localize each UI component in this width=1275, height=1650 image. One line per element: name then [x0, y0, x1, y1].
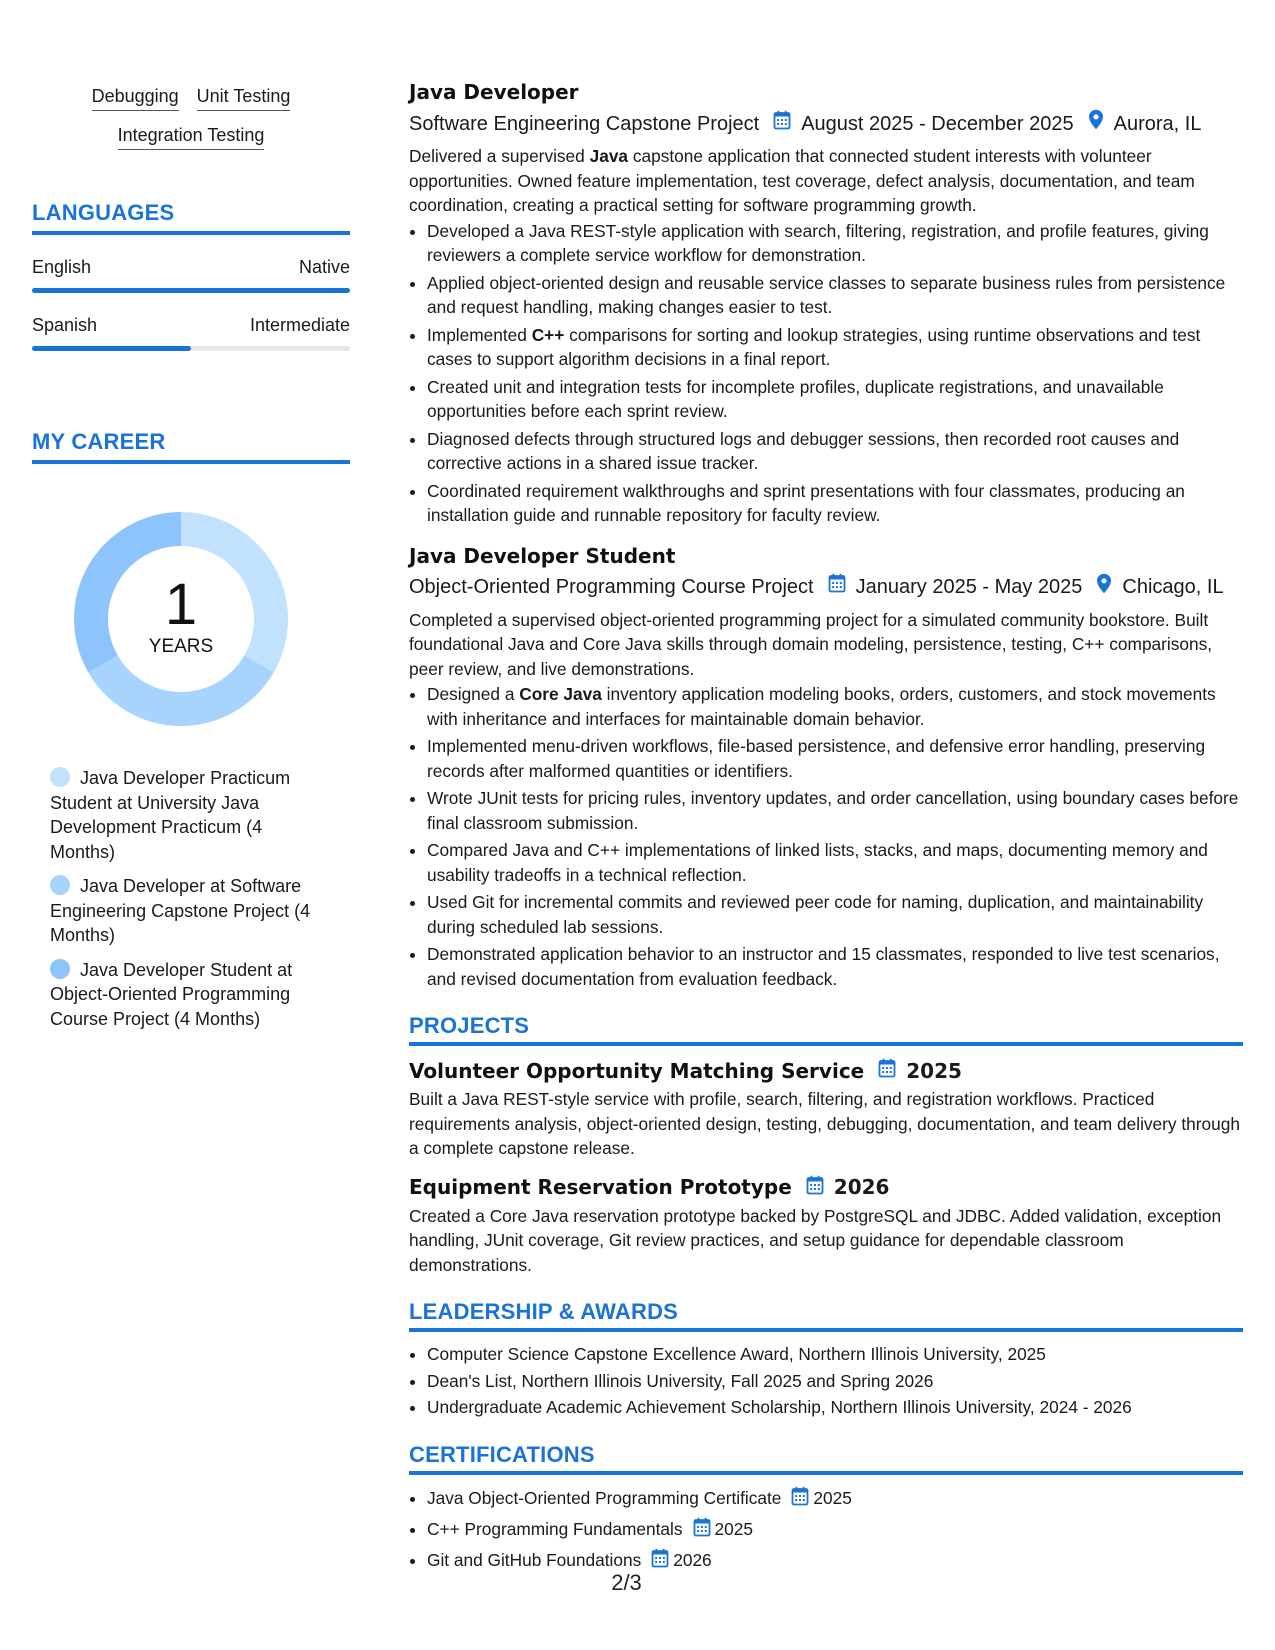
calendar-icon	[878, 1058, 896, 1083]
legend-dot-icon	[50, 767, 70, 787]
calendar-icon	[693, 1517, 711, 1545]
job-title: Java Developer	[409, 80, 579, 104]
job-bullet: • Diagnosed defects through structured logs and debugger sessions, then recorded root causes and corrective actions in a shared issue tracker.	[427, 427, 1243, 476]
job-location: Chicago, IL	[1122, 576, 1224, 598]
leadership-item: • Dean's List, Northern Illinois University, Fall 2025 and Spring 2026	[427, 1369, 1243, 1394]
job-bullet: • Demonstrated application behavior to an instructor and 15 classmates, responded to live test scenarios, and revised documentation from evaluation feedback.	[427, 942, 1243, 991]
projects-heading: PROJECTS	[409, 1013, 1243, 1046]
job-dates: January 2025 - May 2025	[855, 576, 1083, 598]
legend-dot-icon	[50, 959, 70, 979]
project-description: Built a Java REST-style service with profile, search, filtering, and registration workflows. Practiced requirements analysis, object-oriented design, testing, debugging, documentation, and team delivery through a complete capstone release.	[409, 1089, 1240, 1158]
certifications-heading: CERTIFICATIONS	[409, 1442, 1243, 1475]
experience-entry	[409, 542, 1243, 992]
leadership-list	[409, 1342, 1243, 1420]
project-title: Volunteer Opportunity Matching Service	[409, 1058, 865, 1083]
career-legend-item: Java Developer Practicum Student at University Java Development Practicum (4 Months)	[50, 768, 291, 862]
legend-dot-icon	[50, 875, 70, 895]
certification-item: • Git and GitHub Foundations 2026	[427, 1547, 1243, 1576]
skill-tag: Unit Testing	[197, 86, 291, 111]
language-name: English	[32, 257, 92, 277]
job-organization: Software Engineering Capstone Project	[409, 112, 760, 135]
career-total-number: 1	[164, 572, 198, 637]
job-bullet: • Created unit and integration tests for incomplete profiles, duplicate registrations, and unavailable opportunities before each sprint review.	[427, 375, 1243, 424]
skill-tag: Integration Testing	[118, 125, 265, 150]
language-proficiency-bar	[32, 288, 350, 293]
leadership-item: • Undergraduate Academic Achievement Scholarship, Northern Illinois University, 2024 - 2026	[427, 1395, 1243, 1420]
job-bullets	[409, 682, 1243, 991]
project-entry	[409, 1175, 1243, 1278]
language-proficiency-fill	[32, 288, 350, 293]
language-level: Native	[298, 257, 350, 277]
job-bullet: • Applied object-oriented design and reusable service classes to separate business rules from persistence and request handling, making changes easier to test.	[427, 271, 1243, 320]
calendar-icon	[806, 1175, 824, 1200]
job-location: Aurora, IL	[1113, 112, 1202, 135]
calendar-icon	[773, 110, 791, 138]
job-bullet: • Used Git for incremental commits and reviewed peer code for naming, duplication, and maintainability during scheduled lab sessions.	[427, 890, 1243, 939]
job-meta	[409, 573, 1243, 602]
career-legend-item: Java Developer at Software Engineering Capstone Project (4 Months)	[50, 876, 311, 945]
project-year: 2025	[906, 1058, 962, 1083]
project-description: Created a Core Java reservation prototype backed by PostgreSQL and JDBC. Added validation, exception handling, JUnit coverage, Git review practices, and setup guidance for dependable classroom demonstrations.	[409, 1205, 1222, 1275]
job-bullet: • Implemented menu-driven workflows, file-based persistence, and defensive error handling, preserving records after malformed quantities or identifiers.	[427, 734, 1243, 783]
skill-tag: Debugging	[92, 86, 179, 111]
project-year: 2026	[833, 1175, 890, 1199]
job-bullet: • Wrote JUnit tests for pricing rules, inventory updates, and order cancellation, using boundary cases before final classroom submission.	[427, 786, 1243, 835]
job-bullet: • Compared Java and C++ implementations of linked lists, stacks, and maps, documenting memory and usability tradeoffs in a technical reflection.	[427, 838, 1243, 887]
job-organization: Object-Oriented Programming Course Project	[409, 576, 814, 598]
language-proficiency-fill	[32, 346, 191, 351]
location-pin-icon	[1096, 573, 1112, 602]
career-donut-chart	[66, 504, 296, 734]
location-pin-icon	[1088, 109, 1104, 138]
language-row	[32, 315, 350, 351]
experience-entry	[409, 78, 1243, 528]
career-heading: MY CAREER	[32, 429, 350, 464]
job-title: Java Developer Student	[409, 543, 676, 568]
language-proficiency-bar	[32, 346, 350, 351]
main-content	[409, 78, 1243, 1576]
certifications-list	[409, 1485, 1243, 1576]
page-number: 2/3	[611, 1570, 642, 1595]
job-bullet: • Developed a Java REST-style application with search, filtering, registration, and profile features, giving reviewers a complete service workflow for demonstration.	[427, 219, 1243, 268]
career-legend	[50, 766, 320, 1031]
job-meta	[409, 109, 1243, 138]
career-legend-item: Java Developer Student at Object-Oriented Programming Course Project (4 Months)	[50, 959, 293, 1029]
job-bullet: • Implemented C++ comparisons for sorting and lookup strategies, using runtime observations and test cases to support algorithm decisions in a final report.	[427, 323, 1243, 372]
language-name: Spanish	[32, 315, 98, 335]
project-title: Equipment Reservation Prototype	[409, 1175, 792, 1199]
job-description: Completed a supervised object-oriented programming project for a simulated community bookstore. Built foundational Java and Core Java skills through domain modeling, persistence, testing, C++ comparisons, peer review, and live demonstrations.	[409, 609, 1213, 679]
project-entry	[409, 1058, 1243, 1161]
job-bullet: • Designed a Core Java inventory application modeling books, orders, customers, and stock movements with inheritance and interfaces for maintainable domain behavior.	[427, 682, 1243, 731]
job-bullet: • Coordinated requirement walkthroughs and sprint presentations with four classmates, producing an installation guide and runnable repository for faculty review.	[427, 479, 1243, 528]
career-total-unit: YEARS	[148, 636, 214, 657]
job-dates: August 2025 - December 2025	[801, 112, 1074, 135]
job-description: Delivered a supervised Java capstone application that connected student interests with volunteer opportunities. Owned feature implementation, test coverage, defect analysis, documentation, and team coordination, creating a practical setting for software programming growth.	[409, 146, 1195, 215]
certification-item: • Java Object-Oriented Programming Certificate 2025	[427, 1485, 1243, 1514]
certification-item: • C++ Programming Fundamentals 2025	[427, 1516, 1243, 1545]
skills-list	[32, 80, 350, 150]
language-row	[32, 257, 350, 293]
calendar-icon	[791, 1486, 809, 1514]
languages-heading: LANGUAGES	[32, 200, 350, 235]
leadership-heading: LEADERSHIP & AWARDS	[409, 1299, 1243, 1332]
leadership-item: • Computer Science Capstone Excellence Award, Northern Illinois University, 2025	[427, 1342, 1243, 1367]
job-bullets	[409, 219, 1243, 528]
sidebar	[32, 80, 350, 1041]
calendar-icon	[828, 573, 846, 601]
language-level: Intermediate	[249, 315, 350, 335]
